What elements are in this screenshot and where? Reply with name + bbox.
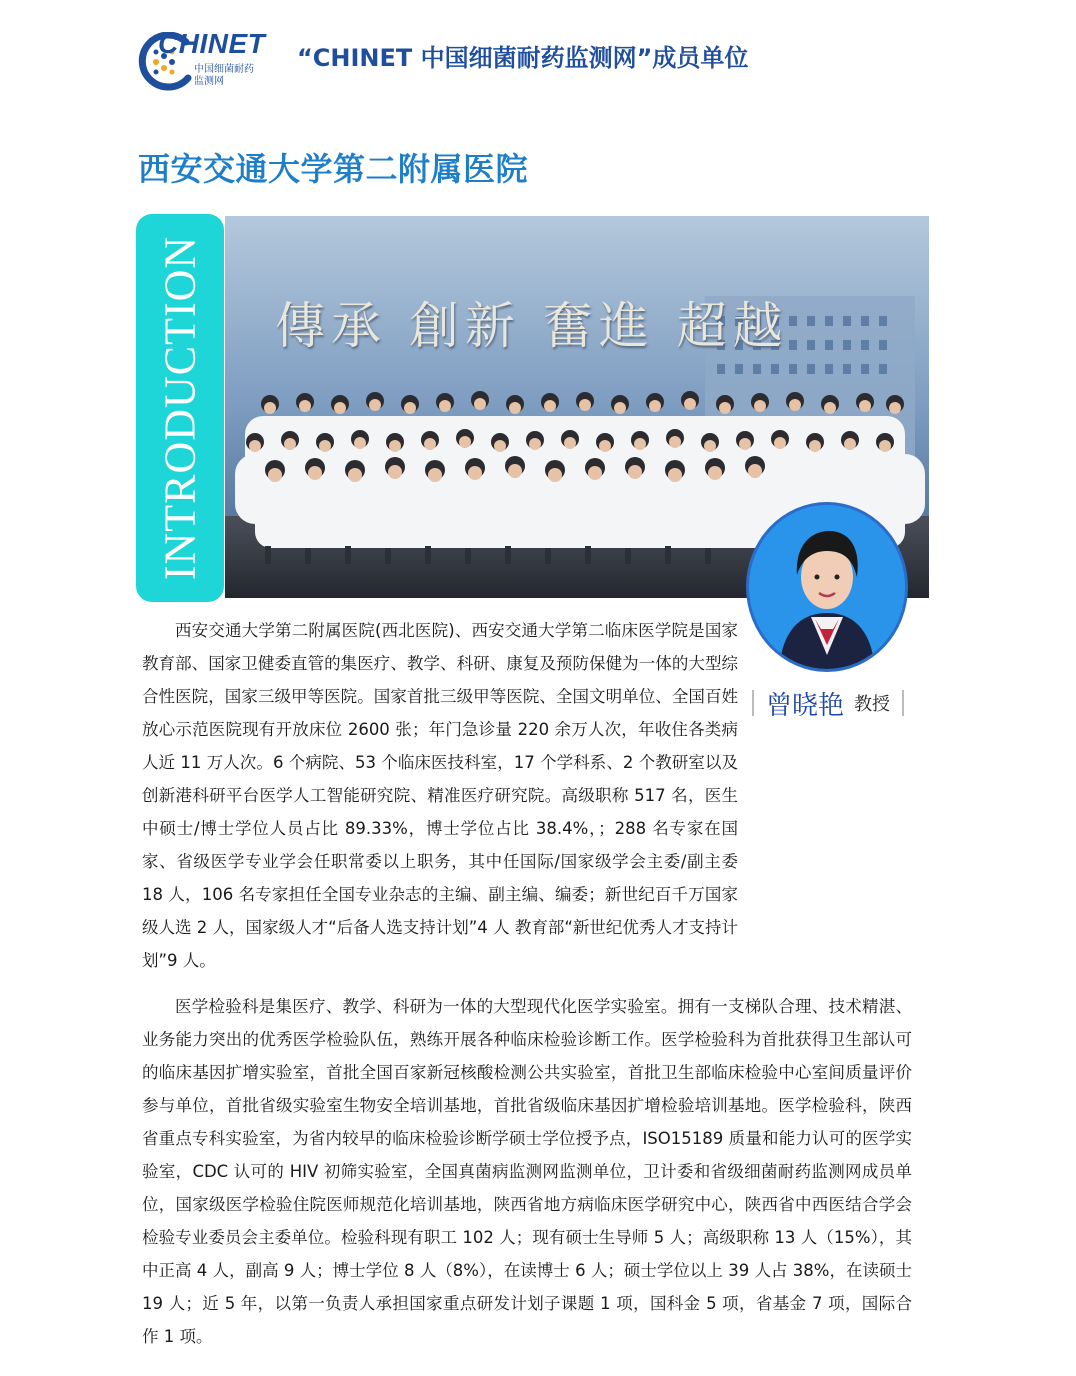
hospital-introduction-paragraph: 西安交通大学第二附属医院(西北医院)、西安交通大学第二临床医学院是国家教育部、国家卫健委直管的集医疗、教学、科研、康复及预防保健为一体的大型综合性医院，国家三级甲等医院。国家首批三级甲等医院、全国文明单位、全国百姓放心示范医院现有开放床位 2600 张；年门急诊量 220 余万人次，年收住各类病人近 11 万人次。6 个病院、53 个临床医技科室，17 个学科系、2 个教研室以及创新港科研平台医学人工智能研究院、精准医疗研究院。高级职称 517 名，医生中硕士/博士学位人员占比 89.33%，博士学位占比 38.4%，；288 名专家在国家、省级医学专业学会任职常委以上职务，其中任国际/国家级学会主委/副主委 18 人，106 名专家担任全国专业杂志的主编、副主编、编委；新世纪百千万国家级人选 2 人，国家级人才“后备人选支持计划”4 人 教育部“新世纪优秀人才支持计划”9 人。 xyxy=(142,621,738,970)
person-caption xyxy=(752,686,904,720)
person-title: 教授 xyxy=(854,694,891,715)
chinet-logo xyxy=(136,30,276,92)
portrait-photo xyxy=(746,502,908,672)
logo-wordmark: CHINET xyxy=(158,28,266,59)
person-name: 曾晓艳 xyxy=(766,690,845,721)
lab-introduction-paragraph: 医学检验科是集医疗、教学、科研为一体的大型现代化医学实验室。拥有一支梯队合理、技术精湛、业务能力突出的优秀医学检验队伍，熟练开展各种临床检验诊断工作。医学检验科为首批获得卫生部认可的临床基因扩增实验室，首批全国百家新冠核酸检测公共实验室，首批卫生部临床检验中心室间质量评价参与单位，首批省级实验室生物安全培训基地，首批省级临床基因扩增检验培训基地。医学检验科，陕西省重点专科实验室，为省内较早的临床检验诊断学硕士学位授予点，ISO15189 质量和能力认可的医学实验室，CDC 认可的 HIV 初筛实验室，全国真菌病监测网监测单位，卫计委和省级细菌耐药监测网成员单位，国家级医学检验住院医师规范化培训基地，陕西省地方病临床医学研究中心，陕西省中西医结合学会检验专业委员会主委单位。检验科现有职工 102 人；现有硕士生导师 5 人；高级职称 13 人（15%），其中正高 4 人，副高 9 人；博士学位 8 人（8%），在读博士 6 人；硕士学位以上 39 人占 38%，在读硕士 19 人；近 5 年，以第一负责人承担国家重点研发计划子课题 1 项，国科金 5 项，省基金 7 项，国际合作 1 项。 xyxy=(142,997,912,1346)
caption-divider-right xyxy=(902,690,904,716)
logo-subtitle-line2: 监测网 xyxy=(194,76,224,87)
logo-subtitle-line1: 中国细菌耐药 xyxy=(194,64,254,75)
caption-divider-left xyxy=(752,690,754,716)
banner-calligraphy: 傳承 創新 奮進 超越 xyxy=(275,297,789,355)
portrait-illustration xyxy=(749,505,905,669)
intro-label: INTRODUCTION xyxy=(155,235,205,581)
header-title: “CHINET 中国细菌耐药监测网”成员单位 xyxy=(297,44,749,72)
page-title: 西安交通大学第二附属医院 xyxy=(138,150,529,188)
